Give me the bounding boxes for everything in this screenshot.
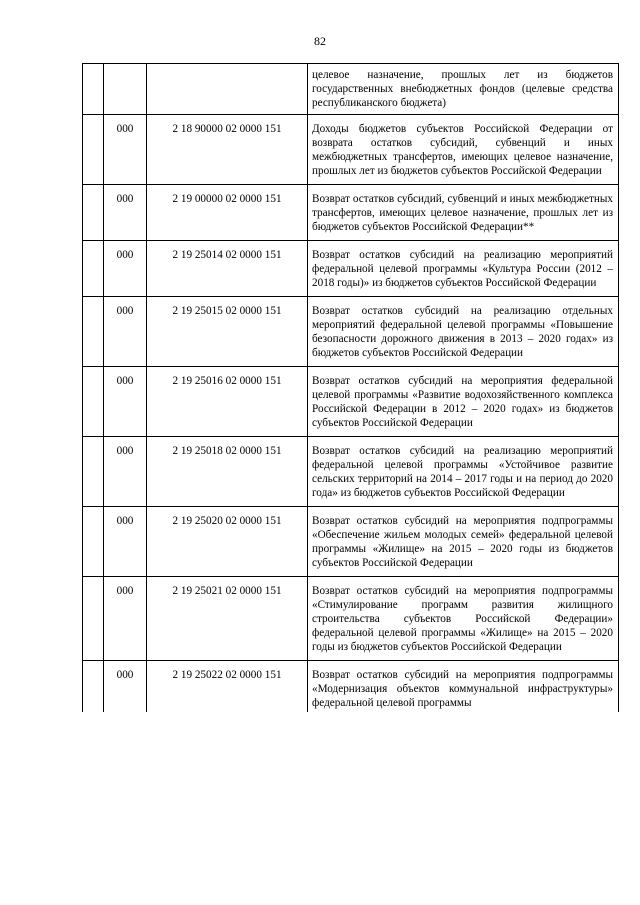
budget-code-cell <box>147 64 308 115</box>
budget-code-cell: 2 19 25015 02 0000 151 <box>147 297 308 367</box>
income-name-cell: Доходы бюджетов субъектов Российской Федерации от возврата остатков субсидий, субвенций и иных межбюджетных трансфертов, имеющих целевое назначение, прошлых лет из бюджетов субъектов Российской Федерации <box>308 115 619 185</box>
income-name-cell: Возврат остатков субсидий на мероприятия подпрограммы «Модернизация объектов коммунальной инфраструктуры» федеральной целевой программы <box>308 661 619 713</box>
row-marker-cell <box>83 577 104 661</box>
table-row <box>83 185 619 241</box>
row-marker-cell <box>83 115 104 185</box>
table-row <box>83 115 619 185</box>
table-row <box>83 437 619 507</box>
budget-code-cell: 2 19 25016 02 0000 151 <box>147 367 308 437</box>
budget-code-cell: 2 19 25018 02 0000 151 <box>147 437 308 507</box>
income-name-cell: Возврат остатков субсидий на мероприятия подпрограммы «Стимулирование программ развития жилищного строительства субъектов Российской Федерации» федеральной целевой программы «Жилище» на 2015 – 2020 годы из бюджетов субъектов Российской Федерации <box>308 577 619 661</box>
table-row <box>83 241 619 297</box>
admin-code-cell: 000 <box>104 367 147 437</box>
budget-code-cell: 2 19 25014 02 0000 151 <box>147 241 308 297</box>
row-marker-cell <box>83 437 104 507</box>
income-name-cell: Возврат остатков субсидий на мероприятия подпрограммы «Обеспечение жильем молодых семей» федеральной целевой программы «Жилище» на 2015 – 2020 годы из бюджетов субъектов Российской Федерации <box>308 507 619 577</box>
admin-code-cell: 000 <box>104 661 147 713</box>
table-row <box>83 507 619 577</box>
budget-code-cell: 2 19 25020 02 0000 151 <box>147 507 308 577</box>
table-row <box>83 297 619 367</box>
admin-code-cell <box>104 64 147 115</box>
budget-classification-table <box>82 63 619 712</box>
row-marker-cell <box>83 297 104 367</box>
income-name-cell: Возврат остатков субсидий, субвенций и иных межбюджетных трансфертов, имеющих целевое назначение, прошлых лет из бюджетов субъектов Российской Федерации** <box>308 185 619 241</box>
row-marker-cell <box>83 64 104 115</box>
admin-code-cell: 000 <box>104 437 147 507</box>
admin-code-cell: 000 <box>104 241 147 297</box>
table-row <box>83 577 619 661</box>
admin-code-cell: 000 <box>104 185 147 241</box>
admin-code-cell: 000 <box>104 115 147 185</box>
table-row <box>83 661 619 713</box>
income-name-cell: Возврат остатков субсидий на мероприятия федеральной целевой программы «Развитие водохозяйственного комплекса Российской Федерации в 2012 – 2020 годах» из бюджетов субъектов Российской Федерации <box>308 367 619 437</box>
income-name-cell: целевое назначение, прошлых лет из бюджетов государственных внебюджетных фондов (целевые средства республиканского бюджета) <box>308 64 619 115</box>
row-marker-cell <box>83 241 104 297</box>
admin-code-cell: 000 <box>104 297 147 367</box>
income-name-cell: Возврат остатков субсидий на реализацию мероприятий федеральной целевой программы «Культура России (2012 – 2018 годы)» из бюджетов субъектов Российской Федерации <box>308 241 619 297</box>
table-row <box>83 367 619 437</box>
table-row <box>83 64 619 115</box>
budget-code-cell: 2 19 00000 02 0000 151 <box>147 185 308 241</box>
row-marker-cell <box>83 367 104 437</box>
admin-code-cell: 000 <box>104 507 147 577</box>
income-name-cell: Возврат остатков субсидий на реализацию отдельных мероприятий федеральной целевой программы «Повышение безопасности дорожного движения в 2013 – 2020 годах» из бюджетов субъектов Российской Федерации <box>308 297 619 367</box>
budget-code-cell: 2 19 25022 02 0000 151 <box>147 661 308 713</box>
page-number: 82 <box>314 34 326 48</box>
row-marker-cell <box>83 661 104 713</box>
row-marker-cell <box>83 185 104 241</box>
income-name-cell: Возврат остатков субсидий на реализацию мероприятий федеральной целевой программы «Устойчивое развитие сельских территорий на 2014 – 2017 годы и на период до 2020 года» из бюджетов субъектов Российской Федерации <box>308 437 619 507</box>
budget-code-cell: 2 18 90000 02 0000 151 <box>147 115 308 185</box>
budget-code-cell: 2 19 25021 02 0000 151 <box>147 577 308 661</box>
row-marker-cell <box>83 507 104 577</box>
admin-code-cell: 000 <box>104 577 147 661</box>
